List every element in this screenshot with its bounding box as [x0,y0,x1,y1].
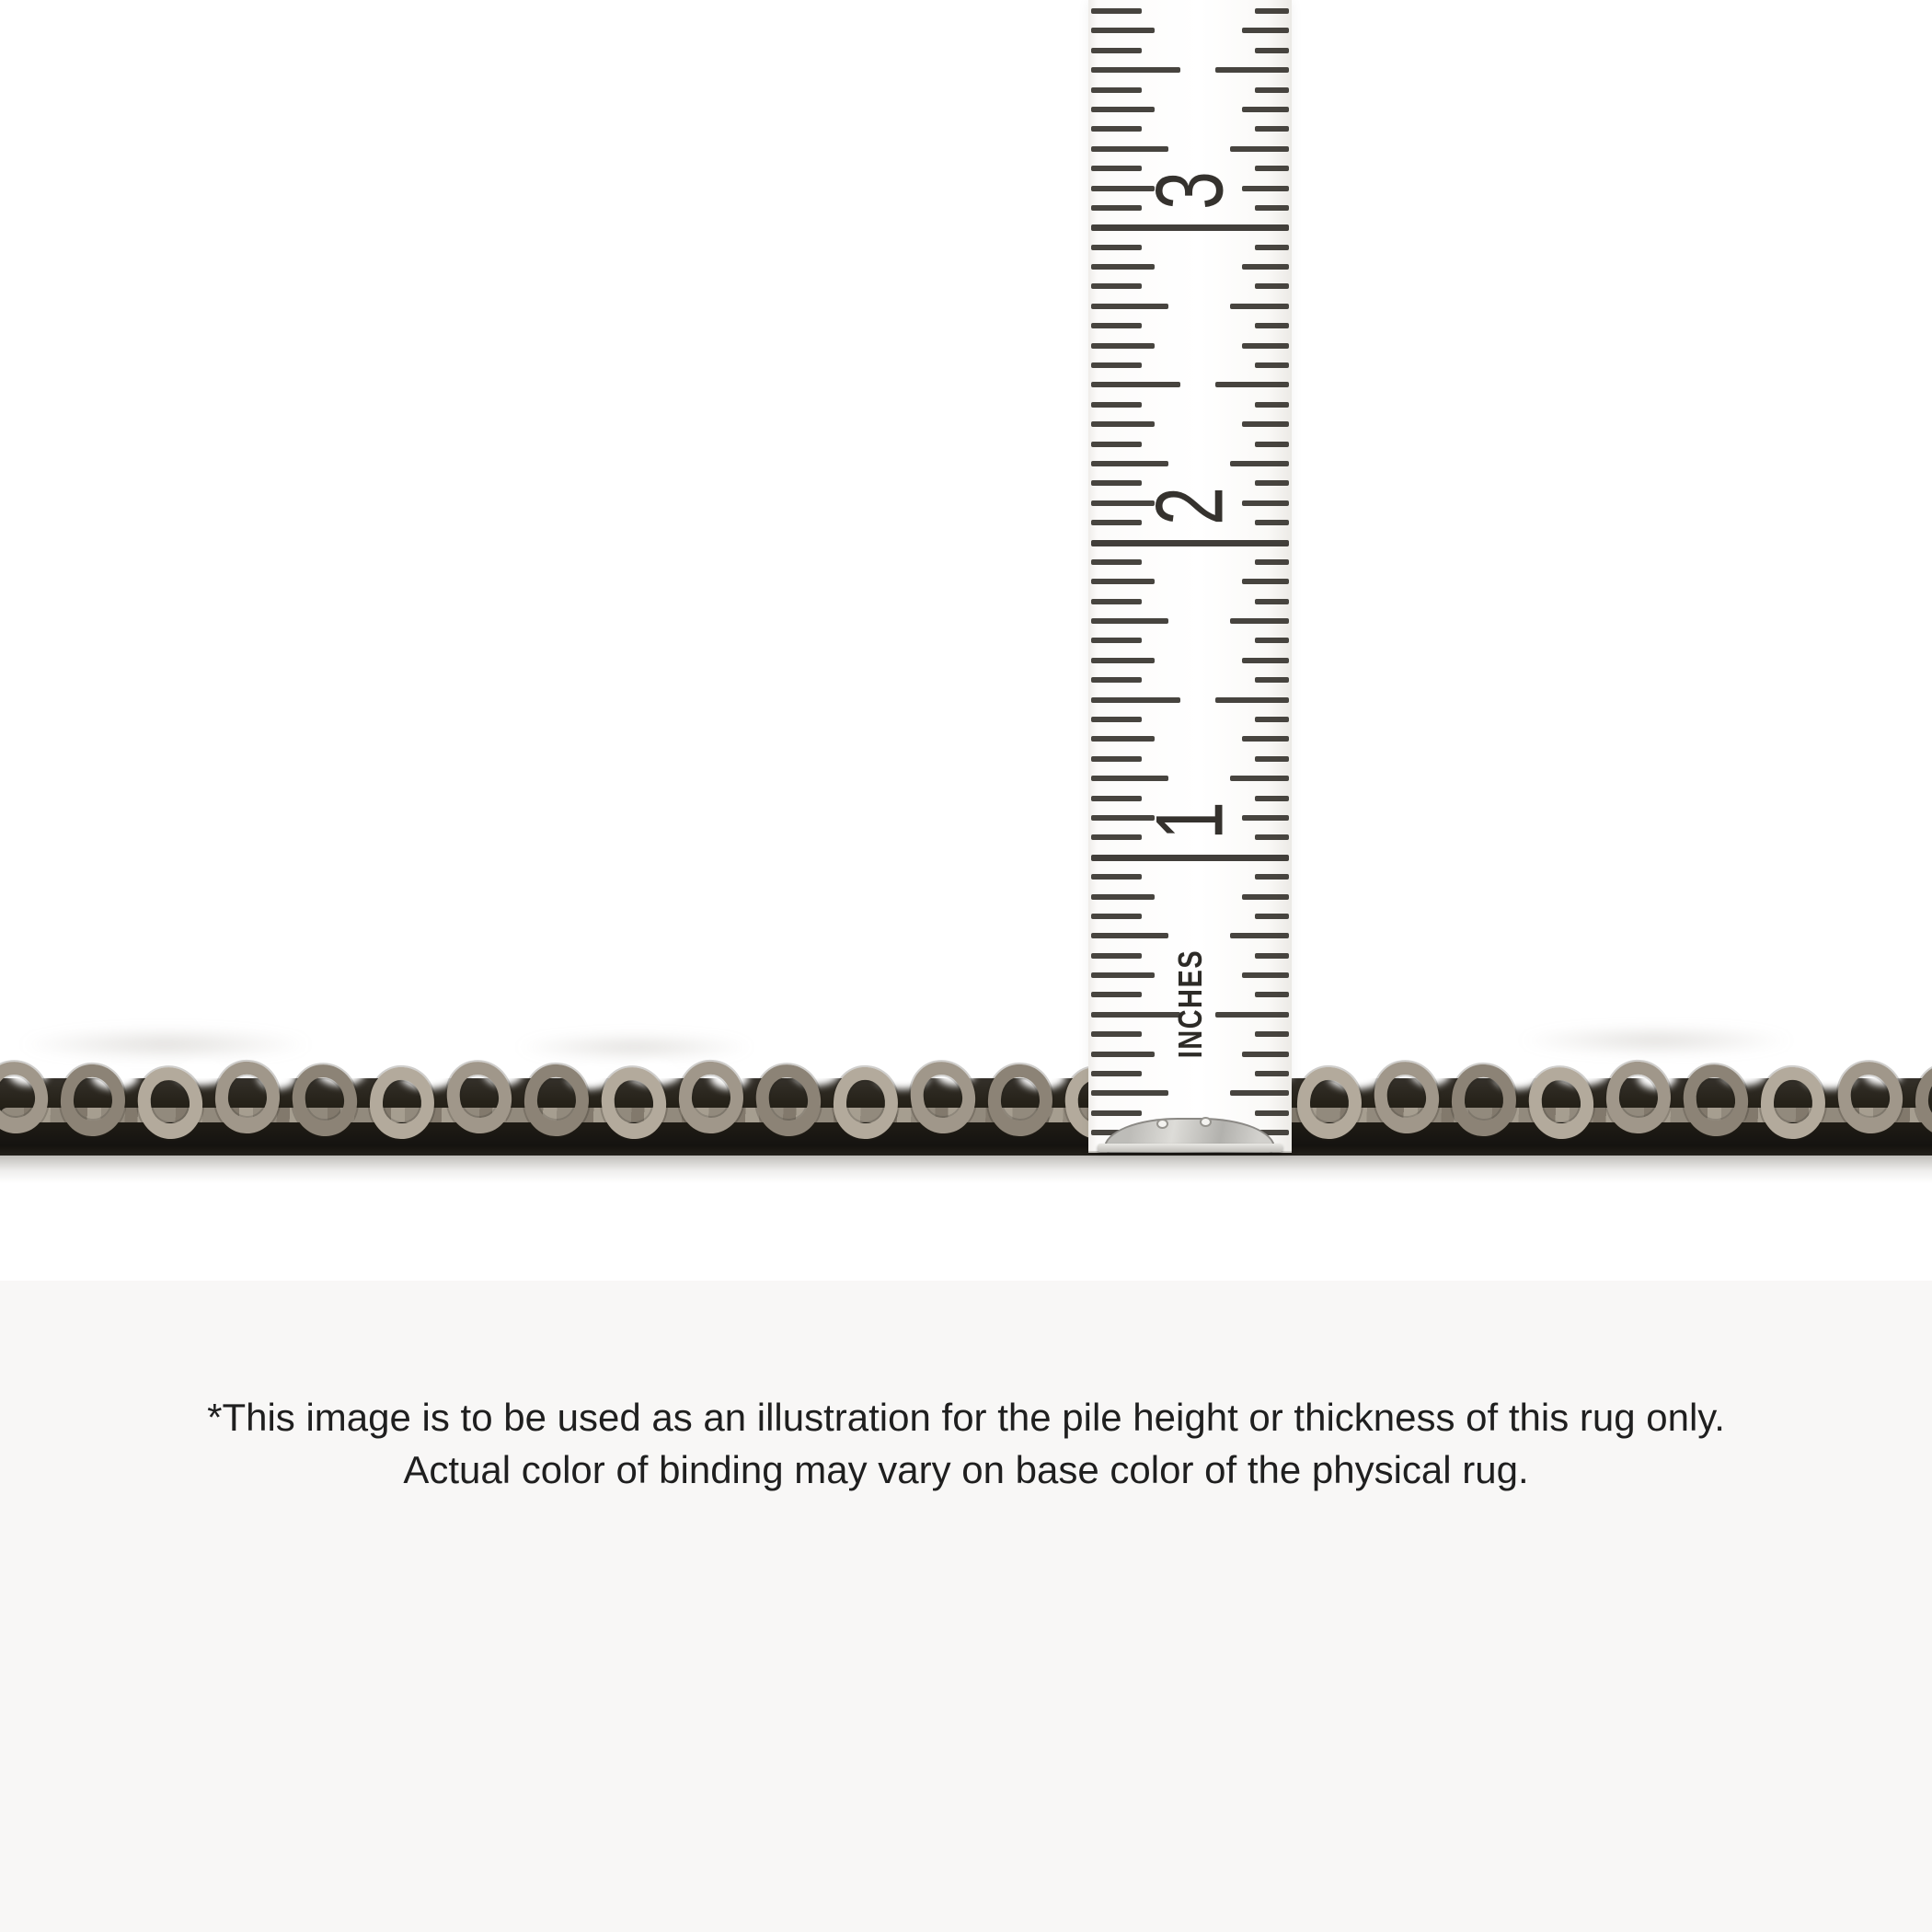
ruler-tick-half [1091,382,1180,387]
ruler-tick-eighth [1091,343,1155,349]
ruler-tick-sixteenth [1091,323,1142,328]
ruler-tick-sixteenth [1255,362,1289,368]
ruler-tick-sixteenth [1255,442,1289,447]
ruler-tick-sixteenth [1255,205,1289,211]
ruler-tick-sixteenth [1255,599,1289,604]
ruler-tick-quarter [1091,146,1168,152]
ruler-tick-sixteenth [1255,796,1289,801]
rug-floor-shadow [0,1156,1932,1183]
ruler-tick-sixteenth [1255,8,1289,14]
ruler-tick-sixteenth [1091,914,1142,919]
ruler-tick-sixteenth [1091,559,1142,565]
ruler-tick-quarter [1230,1090,1289,1096]
ruler [1088,0,1292,1153]
ruler-tick-sixteenth [1255,48,1289,53]
ruler-tick-sixteenth [1255,914,1289,919]
ruler-tick-sixteenth [1255,166,1289,171]
ruler-tick-eighth [1091,264,1155,270]
ruler-tick-sixteenth [1091,796,1142,801]
ruler-tick-sixteenth [1091,677,1142,683]
ruler-tick-eighth [1242,343,1289,349]
disclaimer-text [0,1391,1932,1496]
ruler-tick-eighth [1091,736,1155,742]
ruler-tick-eighth [1242,658,1289,663]
ruler-tick-half [1091,1012,1180,1018]
ruler-tick-half [1215,697,1289,703]
ruler-tick-quarter [1230,933,1289,938]
ruler-tip-rivet [1200,1117,1212,1127]
ruler-tick-sixteenth [1091,205,1142,211]
caption-area [0,1281,1932,1932]
ruler-tick-sixteenth [1091,8,1142,14]
ruler-tick-eighth [1091,579,1155,584]
ruler-tick-sixteenth [1091,166,1142,171]
ruler-tick-eighth [1091,1052,1155,1057]
ruler-number-3: 3 [1136,171,1243,210]
ruler-tick-sixteenth [1255,1110,1289,1116]
ruler-tick-eighth [1242,815,1289,821]
ruler-tick-sixteenth [1255,1071,1289,1076]
ruler-tick-inch [1091,540,1289,546]
ruler-tick-sixteenth [1091,953,1142,959]
fuzz-wisp [18,1029,313,1060]
disclaimer-line-2: Actual color of binding may vary on base color of the physical rug. [403,1448,1529,1491]
ruler-tick-quarter [1091,933,1168,938]
ruler-tick-sixteenth [1091,756,1142,762]
ruler-tick-sixteenth [1091,599,1142,604]
disclaimer-line-1: *This image is to be used as an illustration for the pile height or thickness of this rug only. [207,1396,1725,1439]
ruler-tick-eighth [1091,658,1155,663]
ruler-tick-sixteenth [1091,1071,1142,1076]
ruler-tip-rivet [1156,1119,1168,1129]
ruler-tick-sixteenth [1255,638,1289,643]
ruler-tick-quarter [1230,618,1289,624]
ruler-tick-eighth [1242,186,1289,191]
ruler-tick-eighth [1242,421,1289,427]
ruler-tick-eighth [1242,264,1289,270]
ruler-tick-sixteenth [1091,87,1142,93]
ruler-tick-inch [1091,224,1289,231]
ruler-tick-quarter [1091,776,1168,781]
ruler-tick-half [1215,382,1289,387]
ruler-tick-quarter [1091,304,1168,309]
ruler-tick-sixteenth [1255,756,1289,762]
ruler-tick-sixteenth [1255,126,1289,132]
ruler-tick-sixteenth [1091,1110,1142,1116]
ruler-tick-quarter [1091,1090,1168,1096]
ruler-tick-sixteenth [1255,677,1289,683]
ruler-tick-sixteenth [1255,1031,1289,1037]
rug-underside-shadow [0,1146,1932,1156]
ruler-tick-eighth [1091,28,1155,33]
ruler-tick-sixteenth [1255,87,1289,93]
ruler-tick-sixteenth [1255,559,1289,565]
ruler-number-2: 2 [1136,487,1243,525]
ruler-tick-sixteenth [1255,283,1289,289]
ruler-tick-half [1215,67,1289,73]
ruler-tick-sixteenth [1255,245,1289,250]
ruler-unit-label: INCHES [1170,949,1209,1059]
ruler-tick-sixteenth [1255,834,1289,840]
ruler-tick-sixteenth [1091,992,1142,997]
ruler-tick-half [1215,1012,1289,1018]
ruler-number-1: 1 [1136,801,1243,840]
ruler-tick-sixteenth [1091,717,1142,722]
ruler-tick-sixteenth [1255,717,1289,722]
fuzz-wisp [515,1034,754,1060]
ruler-tick-sixteenth [1091,126,1142,132]
ruler-tick-sixteenth [1255,520,1289,525]
ruler-tick-eighth [1242,579,1289,584]
ruler-tick-eighth [1242,972,1289,978]
ruler-tick-sixteenth [1091,48,1142,53]
ruler-tick-quarter [1091,461,1168,466]
ruler-tick-sixteenth [1255,480,1289,486]
ruler-tick-sixteenth [1255,402,1289,408]
ruler-tick-sixteenth [1255,992,1289,997]
ruler-tick-quarter [1230,461,1289,466]
ruler-tick-sixteenth [1091,834,1142,840]
ruler-tick-eighth [1242,107,1289,112]
ruler-tick-sixteenth [1091,283,1142,289]
ruler-tick-eighth [1242,1052,1289,1057]
ruler-tick-sixteenth [1091,638,1142,643]
ruler-tick-quarter [1091,618,1168,624]
ruler-tick-eighth [1091,972,1155,978]
ruler-tick-sixteenth [1255,323,1289,328]
ruler-tick-eighth [1242,894,1289,900]
ruler-tick-sixteenth [1255,874,1289,880]
ruler-tick-sixteenth [1091,480,1142,486]
ruler-tick-sixteenth [1091,1031,1142,1037]
ruler-tick-sixteenth [1091,245,1142,250]
ruler-tick-half [1091,697,1180,703]
ruler-tick-eighth [1242,500,1289,506]
ruler-tick-eighth [1091,107,1155,112]
ruler-tick-eighth [1242,28,1289,33]
ruler-tick-sixteenth [1091,402,1142,408]
ruler-tick-quarter [1230,304,1289,309]
ruler-tick-eighth [1242,736,1289,742]
ruler-tip-base [1098,1144,1282,1152]
ruler-tick-sixteenth [1091,362,1142,368]
fuzz-wisp [1518,1027,1794,1054]
ruler-tick-half [1091,67,1180,73]
ruler-tick-eighth [1091,894,1155,900]
ruler-tick-sixteenth [1255,953,1289,959]
ruler-tick-sixteenth [1091,874,1142,880]
ruler-tick-sixteenth [1091,442,1142,447]
ruler-tick-inch [1091,855,1289,861]
ruler-tick-sixteenth [1091,520,1142,525]
ruler-tick-eighth [1091,421,1155,427]
ruler-tick-quarter [1230,146,1289,152]
ruler-tick-quarter [1230,776,1289,781]
